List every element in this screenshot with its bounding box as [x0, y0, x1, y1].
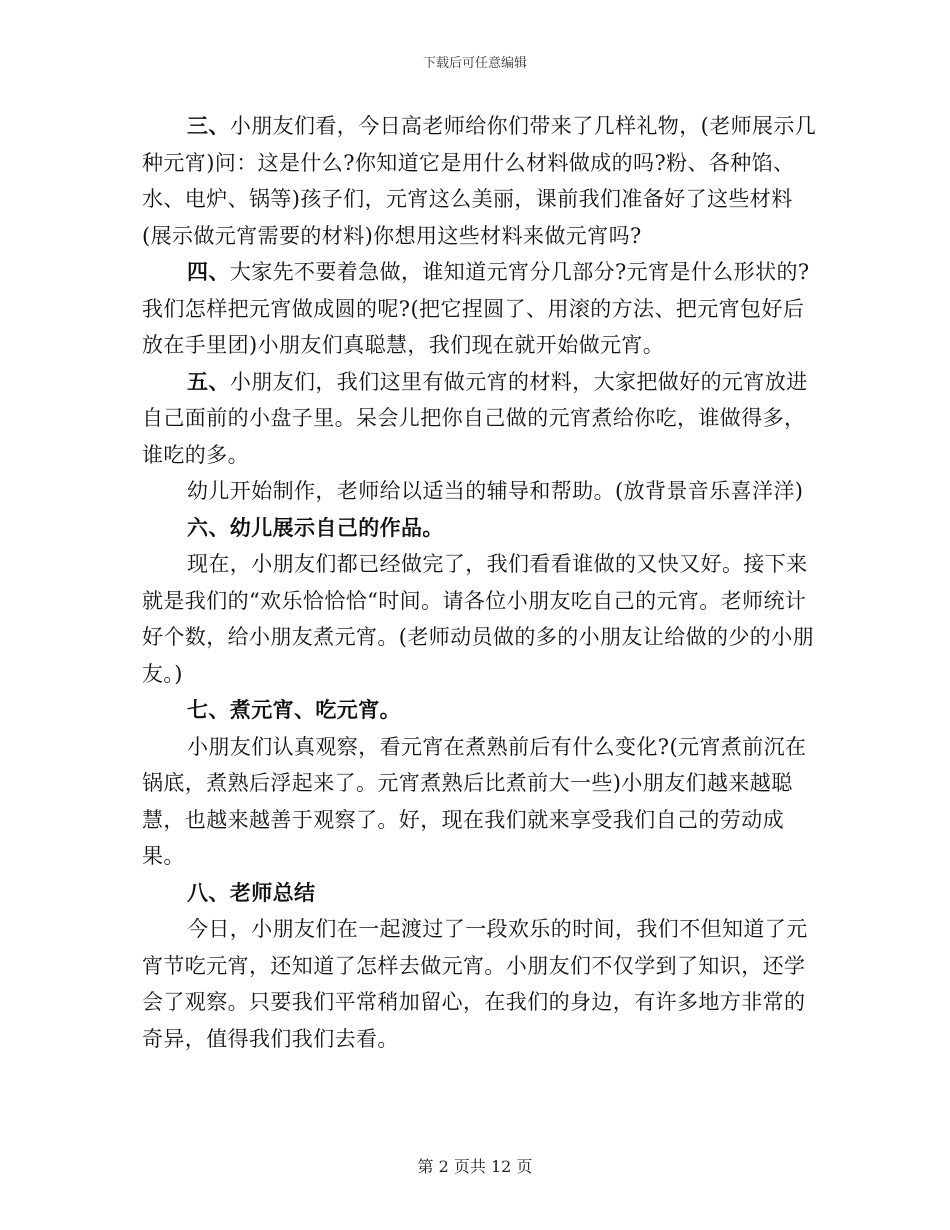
paragraph-step-4	[142, 254, 822, 364]
step-number: 四、	[187, 259, 230, 284]
paragraph-cooking: 小朋友们认真观察，看元宵在煮熟前后有什么变化?(元宵煮前沉在锅底，煮熟后浮起来了。元宵煮熟后比煮前大一些)小朋友们越来越聪慧，也越来越善于观察了。好，现在我们就来享受我们自己的劳动成果。	[142, 734, 807, 868]
paragraph-step-5	[142, 364, 822, 474]
section-heading-7: 七、煮元宵、吃元宵。	[187, 697, 401, 722]
paragraph-text: 小朋友们，我们这里有做元宵的材料，大家把做好的元宵放进自己面前的小盘子里。呆会儿把你自己做的元宵煮给你吃，谁做得多，谁吃的多。	[142, 369, 808, 467]
paragraph-text: 小朋友们看，今日高老师给你们带来了几样礼物，(老师展示几种元宵)问：这是什么?你知道它是用什么材料做成的吗?粉、各种馅、水、电炉、锅等)孩子们，元宵这么美丽，课前我们准备好了这些材料(展示做元宵需要的材料)你想用这些材料来做元宵吗?	[142, 114, 817, 248]
page-header: 下载后可任意编辑	[422, 56, 527, 71]
paragraph-summary: 今日，小朋友们在一起渡过了一段欢乐的时间，我们不但知道了元宵节吃元宵，还知道了怎样去做元宵。小朋友们不仅学到了知识，还学会了观察。只要我们平常稍加留心，在我们的身边，有许多地方非常的奇异，值得我们我们去看。	[142, 917, 808, 1051]
paragraph-showcase: 现在，小朋友们都已经做完了，我们看看谁做的又快又好。接下来就是我们的“欢乐恰恰恰“时间。请各位小朋友吃自己的元宵。老师统计好个数，给小朋友煮元宵。(老师动员做的多的小朋友让给做的少的小朋友。)	[142, 552, 814, 686]
step-number: 五、	[187, 368, 230, 394]
paragraph-making: 幼儿开始制作，老师给以适当的辅导和帮助。(放背景音乐喜洋洋)	[187, 479, 804, 503]
section-heading-8: 八、老师总结	[187, 879, 316, 905]
section-heading-6: 六、幼儿展示自己的作品。	[187, 514, 444, 540]
paragraph-text: 大家先不要着急做，谁知道元宵分几部分?元宵是什么形状的?我们怎样把元宵做成圆的呢?(把它捏圆了、用滚的方法、把元宵包好后放在手里团)小朋友们真聪慧，我们现在就开始做元宵。	[142, 260, 810, 357]
document-body	[142, 108, 822, 1057]
step-number: 三、	[187, 113, 230, 138]
paragraph-step-3	[142, 108, 822, 254]
page-footer: 第 2 页共 12 页	[417, 1157, 533, 1176]
